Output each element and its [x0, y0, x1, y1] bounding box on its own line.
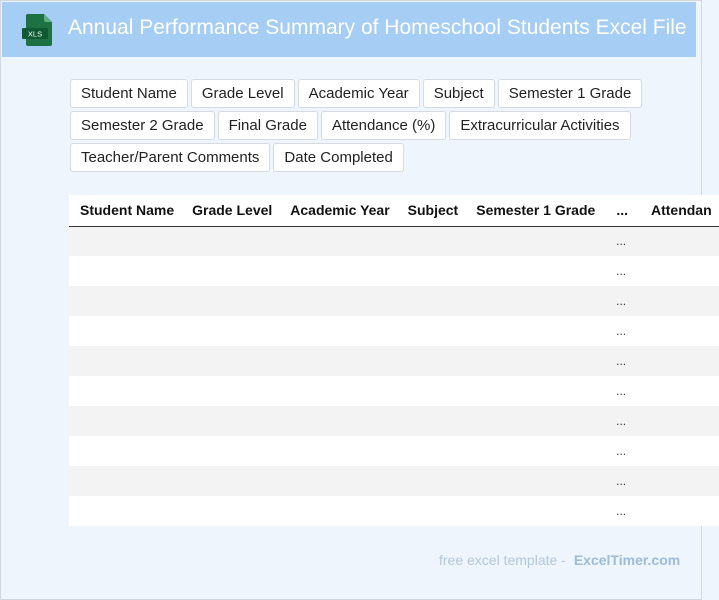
- table-cell: [181, 496, 279, 526]
- field-chip[interactable]: Academic Year: [298, 79, 420, 108]
- table-cell: [640, 406, 719, 436]
- table-cell: [640, 496, 719, 526]
- table-cell: [279, 226, 396, 256]
- table-cell: [279, 406, 396, 436]
- excel-file-icon: [22, 14, 52, 46]
- table-row: [69, 316, 719, 346]
- field-chip[interactable]: Date Completed: [273, 143, 403, 172]
- field-chip[interactable]: Subject: [423, 79, 495, 108]
- table-cell: [397, 496, 466, 526]
- field-chip[interactable]: Semester 2 Grade: [70, 111, 215, 140]
- table-row: [69, 346, 719, 376]
- table-cell: [465, 436, 602, 466]
- field-chip[interactable]: Teacher/Parent Comments: [70, 143, 270, 172]
- table-cell: [279, 316, 396, 346]
- column-header: Academic Year: [279, 195, 396, 226]
- table-cell: [465, 226, 602, 256]
- table-cell: ...: [602, 376, 640, 406]
- table-cell: [397, 376, 466, 406]
- table-cell: [465, 466, 602, 496]
- table-cell: [69, 316, 181, 346]
- table-cell: [181, 316, 279, 346]
- table-row: [69, 466, 719, 496]
- column-header: ...: [602, 195, 640, 226]
- table-cell: [69, 286, 181, 316]
- table-cell: [397, 346, 466, 376]
- table-cell: [640, 316, 719, 346]
- table-cell: [181, 406, 279, 436]
- header-bar: [2, 2, 696, 57]
- table-cell: [465, 406, 602, 436]
- table-cell: [640, 436, 719, 466]
- table-cell: [279, 346, 396, 376]
- table-cell: [640, 346, 719, 376]
- table-cell: [181, 466, 279, 496]
- table-cell: [465, 316, 602, 346]
- table-cell: [181, 286, 279, 316]
- table-row: [69, 376, 719, 406]
- table-cell: ...: [602, 466, 640, 496]
- table-cell: [279, 256, 396, 286]
- table-cell: ...: [602, 406, 640, 436]
- table-cell: ...: [602, 286, 640, 316]
- column-header: Grade Level: [181, 195, 279, 226]
- table-cell: [279, 496, 396, 526]
- table-cell: [69, 466, 181, 496]
- field-chip[interactable]: Extracurricular Activities: [449, 111, 630, 140]
- table-cell: ...: [602, 346, 640, 376]
- table-cell: [397, 406, 466, 436]
- table-row: [69, 256, 719, 286]
- table-cell: [397, 316, 466, 346]
- table-cell: [640, 226, 719, 256]
- table-cell: [181, 226, 279, 256]
- table-cell: [69, 436, 181, 466]
- table-cell: [465, 256, 602, 286]
- table-cell: ...: [602, 226, 640, 256]
- column-header: Semester 1 Grade: [465, 195, 602, 226]
- table-cell: [69, 406, 181, 436]
- table-cell: [397, 286, 466, 316]
- footer-credit: [439, 552, 680, 568]
- table-cell: [640, 256, 719, 286]
- table-cell: [640, 376, 719, 406]
- table-row: [69, 406, 719, 436]
- field-chip[interactable]: Final Grade: [218, 111, 318, 140]
- field-chip[interactable]: Semester 1 Grade: [498, 79, 643, 108]
- table-cell: [465, 286, 602, 316]
- table-cell: [397, 436, 466, 466]
- column-header: Subject: [397, 195, 466, 226]
- table-cell: [181, 436, 279, 466]
- field-chip[interactable]: Attendance (%): [321, 111, 446, 140]
- table-cell: [181, 376, 279, 406]
- table-cell: ...: [602, 256, 640, 286]
- table-body: [69, 226, 719, 526]
- table-cell: [181, 256, 279, 286]
- page-title: Annual Performance Summary of Homeschool Students Excel File: [68, 16, 687, 39]
- preview-table-container[interactable]: [69, 195, 712, 526]
- column-header: Attendan: [640, 195, 719, 226]
- column-header: Student Name: [69, 195, 181, 226]
- table-cell: ...: [602, 316, 640, 346]
- table-cell: [397, 466, 466, 496]
- preview-table: [69, 195, 719, 526]
- table-row: [69, 436, 719, 466]
- file-type-label: XLS: [27, 29, 43, 39]
- table-cell: [279, 376, 396, 406]
- table-cell: [465, 346, 602, 376]
- table-cell: [279, 436, 396, 466]
- field-chip-list: [70, 79, 670, 172]
- footer-lead-text: free excel template -: [439, 552, 566, 568]
- table-cell: [397, 256, 466, 286]
- table-cell: [397, 226, 466, 256]
- table-cell: [640, 466, 719, 496]
- field-chip[interactable]: Student Name: [70, 79, 188, 108]
- table-row: [69, 496, 719, 526]
- table-cell: ...: [602, 496, 640, 526]
- table-cell: [640, 286, 719, 316]
- table-cell: [465, 496, 602, 526]
- table-header-row: [69, 195, 719, 226]
- table-cell: [181, 346, 279, 376]
- table-cell: [465, 376, 602, 406]
- table-cell: [69, 226, 181, 256]
- table-cell: [69, 346, 181, 376]
- table-row: [69, 286, 719, 316]
- table-cell: [69, 256, 181, 286]
- field-chip[interactable]: Grade Level: [191, 79, 295, 108]
- table-cell: [279, 466, 396, 496]
- table-cell: [69, 376, 181, 406]
- table-cell: [279, 286, 396, 316]
- table-cell: [69, 496, 181, 526]
- table-cell: ...: [602, 436, 640, 466]
- table-row: [69, 226, 719, 256]
- footer-brand-link[interactable]: ExcelTimer.com: [573, 552, 681, 568]
